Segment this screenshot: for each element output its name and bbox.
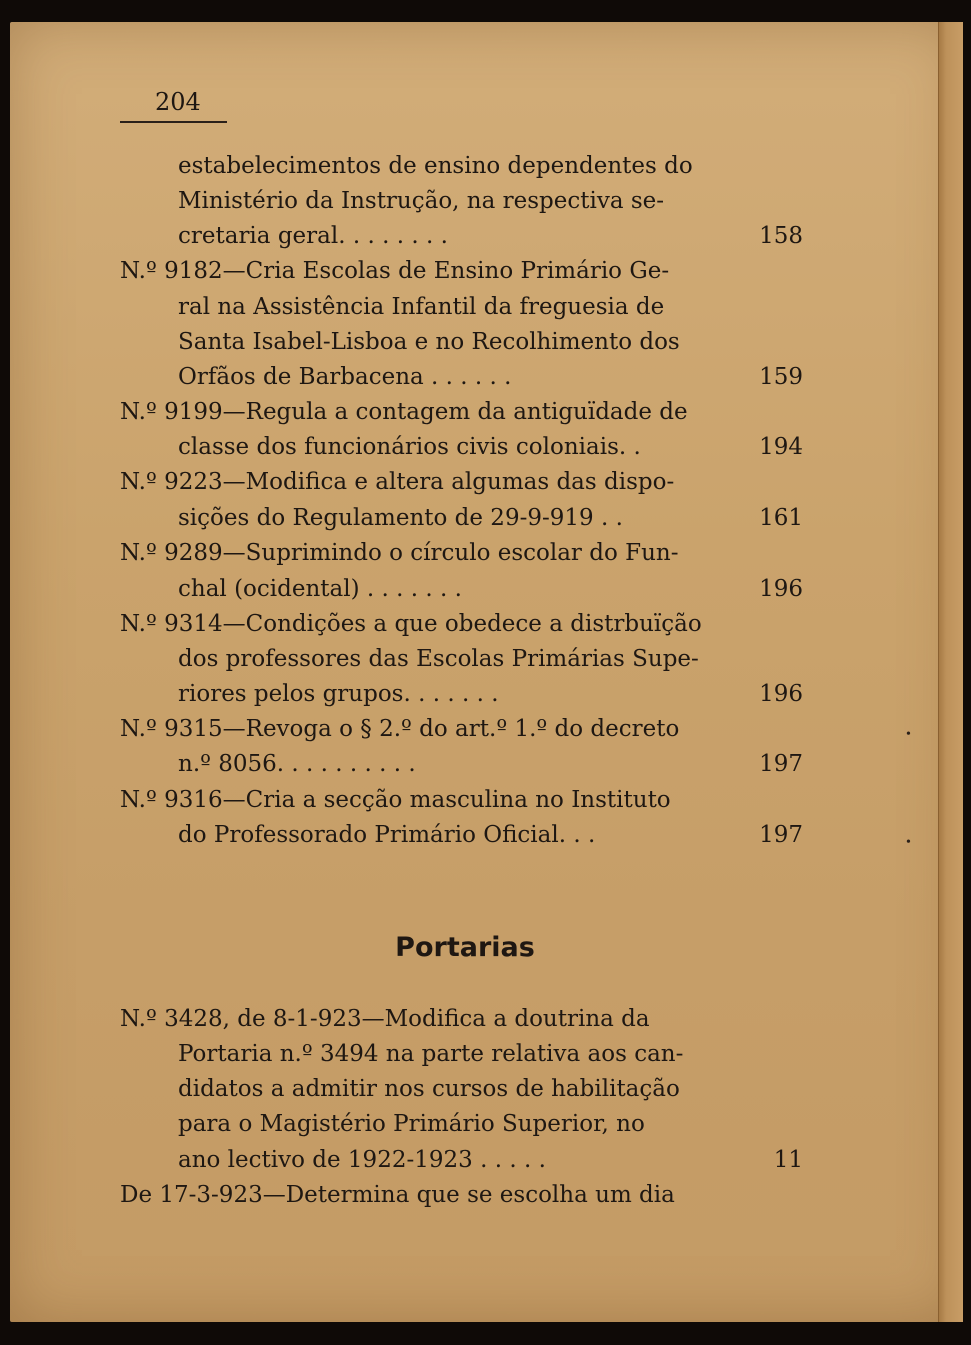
decree-9315-line: N.º 9315—Revoga o § 2.º do art.º 1.º do decreto (120, 716, 680, 742)
decree-9314-line: dos professores das Escolas Primárias Supe- (178, 646, 699, 672)
section-heading-portarias: Portarias (395, 932, 535, 963)
decree-9223-line: N.º 9223—Modifica e altera algumas das dispo- (120, 469, 675, 495)
page-reference: 196 (759, 576, 803, 602)
decree-9314-line: riores pelos grupos. . . . . . . (178, 681, 499, 707)
page-reference: 158 (759, 223, 803, 249)
portaria-3428-line: didatos a admitir nos cursos de habilitação (178, 1076, 680, 1102)
decree-9182-line: Santa Isabel-Lisboa e no Recolhimento dos (178, 329, 680, 355)
decree-9316-line: do Professorado Primário Oficial. . . (178, 822, 596, 848)
decree-9182-line: Orfãos de Barbacena . . . . . . (178, 364, 512, 390)
decree-9289-line: chal (ocidental) . . . . . . . (178, 576, 462, 602)
page-reference: 194 (759, 434, 803, 460)
portaria-3428-line: Portaria n.º 3494 na parte relativa aos can- (178, 1041, 684, 1067)
portaria-3428-line: para o Magistério Primário Superior, no (178, 1111, 645, 1137)
margin-mark: • (906, 835, 911, 850)
entry-line: Ministério da Instrução, na respectiva se- (178, 188, 665, 214)
page-reference: 197 (759, 751, 803, 777)
page-reference: 196 (759, 681, 803, 707)
entry-line: estabelecimentos de ensino dependentes do (178, 153, 693, 179)
decree-9223-line: sições do Regulamento de 29-9-919 . . (178, 505, 623, 531)
decree-9199-line: N.º 9199—Regula a contagem da antiguïdade de (120, 399, 688, 425)
decree-9315-line: n.º 8056. . . . . . . . . . (178, 751, 416, 777)
page-number: 204 (155, 88, 201, 116)
decree-9316-line: N.º 9316—Cria a secção masculina no Instituto (120, 787, 671, 813)
decree-9199-line: classe dos funcionários civis coloniais. . (178, 434, 641, 460)
decree-9182-line: N.º 9182—Cria Escolas de Ensino Primário Ge- (120, 258, 670, 284)
portaria-3428-line: N.º 3428, de 8-1-923—Modifica a doutrina da (120, 1006, 650, 1032)
decree-9289-line: N.º 9289—Suprimindo o círculo escolar do Fun- (120, 540, 679, 566)
decree-9182-line: ral na Assistência Infantil da freguesia de (178, 294, 665, 320)
page-reference: 11 (773, 1147, 803, 1173)
page-reference: 161 (759, 505, 803, 531)
page-number-rule (120, 121, 227, 123)
portaria-17-3-923-line: De 17-3-923—Determina que se escolha um dia (120, 1182, 675, 1208)
page-reference: 159 (759, 364, 803, 390)
entry-line: cretaria geral. . . . . . . . (178, 223, 448, 249)
page-reference: 197 (759, 822, 803, 848)
margin-mark: • (906, 727, 911, 742)
decree-9314-line: N.º 9314—Condições a que obedece a distrbuïção (120, 611, 702, 637)
page-edge (938, 22, 963, 1322)
portaria-3428-line: ano lectivo de 1922-1923 . . . . . (178, 1147, 546, 1173)
